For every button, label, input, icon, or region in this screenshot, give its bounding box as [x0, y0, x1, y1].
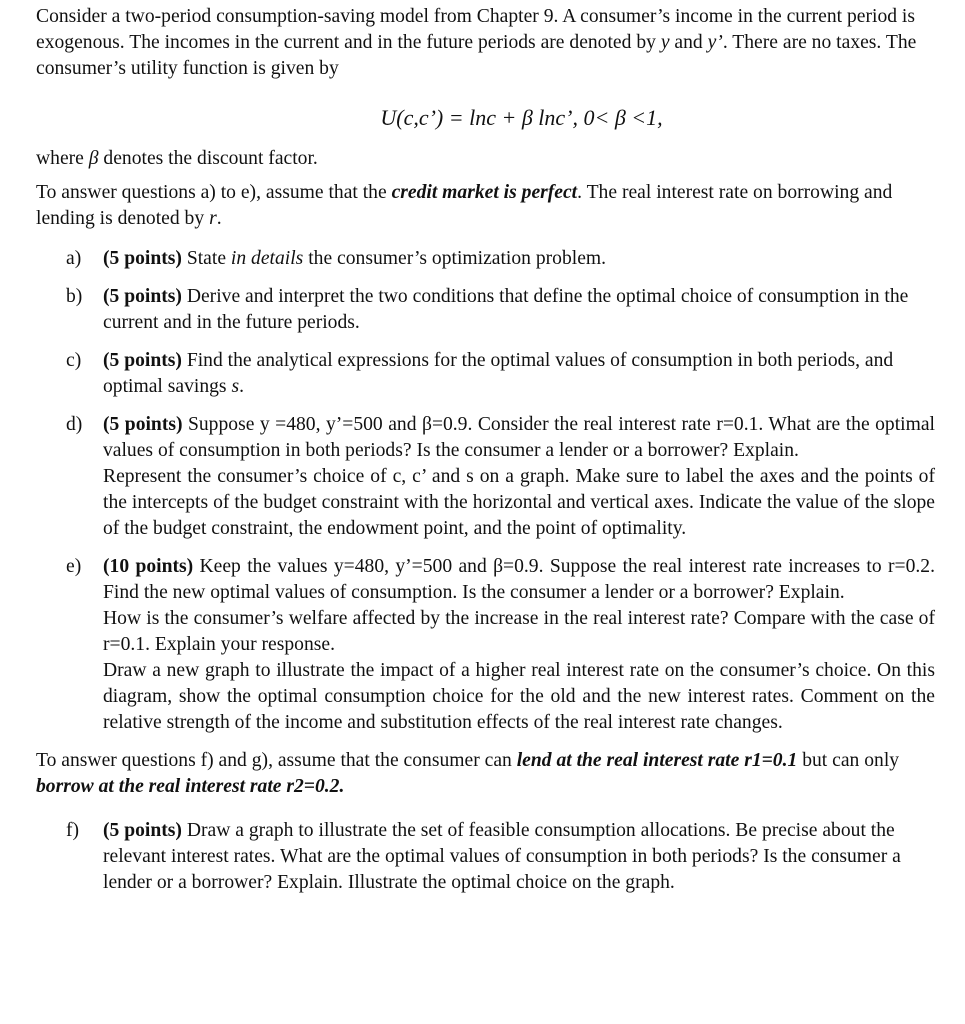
intro-paragraph: [36, 4, 935, 82]
assumption-perfect-credit-paragraph: [36, 180, 935, 232]
where-text-start: where: [36, 148, 89, 169]
question-points: (10 points): [103, 556, 194, 577]
question-label: c): [66, 350, 82, 371]
question-list-a-to-e: [36, 246, 935, 736]
question-a: [36, 246, 935, 272]
where-paragraph: [36, 146, 935, 172]
question-text: Keep the values y=480, y’=500 and β=0.9. Suppose the real interest rate increases to r=0.2. Find the new optimal values of consumption. Is the consumer a lender or a borrower? Explain.: [103, 556, 935, 603]
intro-text: Consider a two-period consumption-saving model from Chapter 9. A consumer’s income in the current period is exogenous. The incomes in the current and in the future periods are denoted by: [36, 6, 916, 53]
where-text-end: denotes the discount factor.: [98, 148, 318, 169]
question-points: (5 points): [103, 414, 183, 435]
question-label: f): [66, 820, 80, 841]
question-d: [36, 412, 935, 542]
assumption-borrow-lend-paragraph: [36, 748, 935, 800]
income-current-symbol: y: [660, 32, 670, 53]
question-text: Find the analytical expressions for the optimal values of consumption in both periods, and optimal savings: [103, 350, 894, 397]
question-text: Suppose y =480, y’=500 and β=0.9. Consider the real interest rate r=0.1. What are the optimal values of consumption in both periods? Is the consumer a lender or a borrower? Explain.: [103, 414, 935, 461]
interest-rate-symbol: r: [209, 208, 217, 229]
question-list-f: [36, 818, 935, 896]
utility-function-formula: U(c,c’) = lnc + β lnc’, 0< β <1,: [380, 105, 663, 130]
question-label: b): [66, 286, 83, 307]
assumption1-end: . The real interest rate on borrowing and lending is denoted by: [36, 182, 893, 229]
question-c: [36, 348, 935, 400]
question-label: d): [66, 414, 83, 435]
question-italic: in details: [230, 248, 304, 269]
question-subtext: How is the consumer’s welfare affected by the increase in the real interest rate? Compare with the case of r=0.1. Explain your response.: [103, 608, 935, 655]
intro-and: and: [669, 32, 708, 53]
question-subtext: Draw a new graph to illustrate the impact of a higher real interest rate on the consumer’s choice. On this diagram, show the optimal consumption choice for the old and the new interest rates. Comment on the relative strength of the income and substitution effects of the real interest rate changes.: [103, 660, 935, 733]
question-label: a): [66, 248, 82, 269]
assumption1-bold: credit market is perfect: [391, 182, 578, 203]
question-subtext: Represent the consumer’s choice of c, c’ and s on a graph. Make sure to label the axes and the points of the intercepts of the budget constraint with the horizontal and vertical axes. Indicate the value of the slope of the budget constraint, the endowment point, and the point of optimality.: [103, 466, 935, 539]
question-f: [36, 818, 935, 896]
assumption1-start: To answer questions a) to e), assume that the: [36, 182, 392, 203]
beta-symbol: β: [88, 148, 99, 169]
question-text-end: .: [239, 376, 244, 397]
intro-text-end: . There are no taxes. The consumer’s utility function is given by: [36, 32, 917, 79]
assumption1-period: .: [216, 208, 222, 229]
question-text: State: [181, 248, 231, 269]
assumption2-mid: but can only: [797, 750, 900, 771]
question-points: (5 points): [103, 820, 182, 841]
question-b: [36, 284, 935, 336]
question-text: Draw a graph to illustrate the set of feasible consumption allocations. Be precise about the relevant interest rates. What are the optimal values of consumption in both periods? Is the consumer a lender or a borrower? Explain. Illustrate the optimal choice on the graph.: [103, 820, 901, 893]
question-label: e): [66, 556, 82, 577]
question-e: [36, 554, 935, 736]
income-future-symbol: y’: [707, 32, 723, 53]
question-text-end: the consumer’s optimization problem.: [303, 248, 607, 269]
assumption2-bold-borrow: borrow at the real interest rate r2=0.2.: [36, 776, 345, 797]
question-points: (5 points): [103, 286, 182, 307]
question-text: Derive and interpret the two conditions that define the optimal choice of consumption in the current and in the future periods.: [103, 286, 909, 333]
question-points: (5 points): [103, 350, 182, 371]
savings-symbol: s: [231, 376, 240, 397]
assumption2-bold-lend: lend at the real interest rate r1=0.1: [516, 750, 798, 771]
assumption2-start: To answer questions f) and g), assume that the consumer can: [36, 750, 517, 771]
question-points: (5 points): [103, 248, 182, 269]
